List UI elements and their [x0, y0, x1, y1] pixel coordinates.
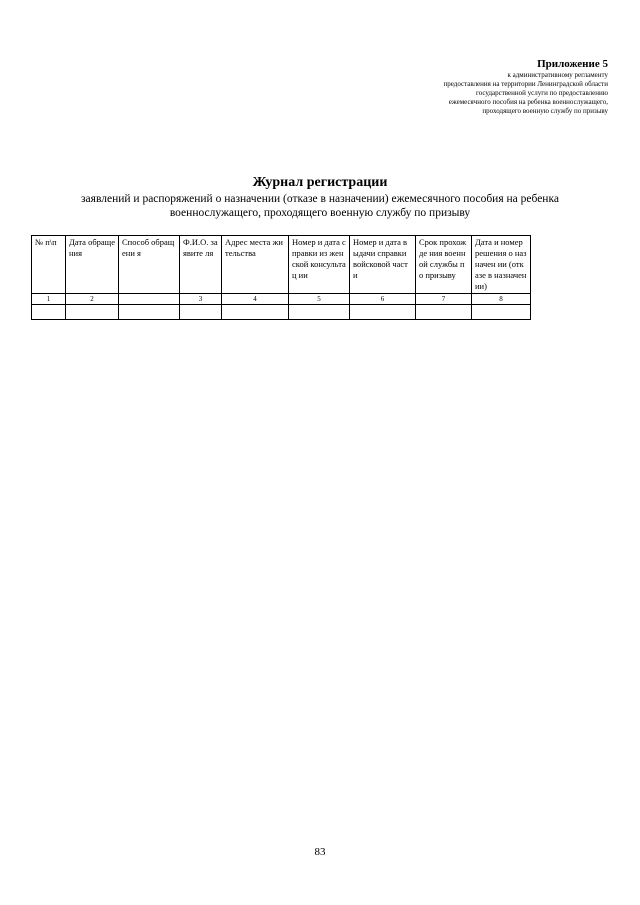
- header-cell-decision: Дата и номер решения о назначен ии (отказе в назначен ии): [472, 236, 531, 294]
- header-cell-date: Дата обраще ния: [66, 236, 119, 294]
- header-cell-address: Адрес места жительства: [222, 236, 289, 294]
- table-cell: [350, 305, 416, 320]
- table-cell: [32, 305, 66, 320]
- table-cell: [222, 305, 289, 320]
- table-cell: [472, 305, 531, 320]
- appendix-line: предоставления на территории Ленинградской области: [443, 80, 608, 88]
- empty-table-row: [32, 305, 531, 320]
- table-cell: [180, 305, 222, 320]
- journal-title: Журнал регистрации: [252, 175, 388, 190]
- page-number: 83: [314, 846, 326, 858]
- subtitle-line: военнослужащего, проходящего военную службу по призыву: [169, 207, 471, 219]
- column-number: 2: [66, 294, 119, 305]
- appendix-block: [444, 58, 609, 116]
- header-cell-applicant-name: Ф.И.О. заявите ля: [180, 236, 222, 294]
- column-number: 8: [472, 294, 531, 305]
- column-number: 3: [180, 294, 222, 305]
- column-number: 4: [222, 294, 289, 305]
- table-cell: [119, 305, 180, 320]
- appendix-reference: [444, 71, 609, 116]
- appendix-line: ежемесячного пособия на ребенка военнослужащего,: [448, 98, 608, 106]
- column-number: 6: [350, 294, 416, 305]
- appendix-line: проходящего военную службу по призыву: [482, 107, 608, 115]
- appendix-line: к административному регламенту: [507, 71, 608, 79]
- header-cell-method: Способ обращени я: [119, 236, 180, 294]
- appendix-title: Приложение 5: [537, 58, 608, 70]
- journal-subtitle: [0, 192, 640, 220]
- table-cell: [289, 305, 350, 320]
- subtitle-line: заявлений и распоряжений о назначении (отказе в назначении) ежемесячного пособия на ребенка: [81, 193, 559, 205]
- header-cell-unit-certificate: Номер и дата выдачи справки войсковой части: [350, 236, 416, 294]
- appendix-line: государственной услуги по предоставлению: [476, 89, 608, 97]
- table-cell: [66, 305, 119, 320]
- table-cell: [416, 305, 472, 320]
- header-cell-number: № п\п: [32, 236, 66, 294]
- table-header-row: [32, 236, 531, 294]
- column-number: [119, 294, 180, 305]
- column-number: 7: [416, 294, 472, 305]
- column-number: 1: [32, 294, 66, 305]
- registration-table: [31, 235, 531, 320]
- header-cell-service-term: Срок прохожде ния военной службы по призыву: [416, 236, 472, 294]
- column-number-row: [32, 294, 531, 305]
- column-number: 5: [289, 294, 350, 305]
- header-cell-clinic-certificate: Номер и дата справки из женской консультац ии: [289, 236, 350, 294]
